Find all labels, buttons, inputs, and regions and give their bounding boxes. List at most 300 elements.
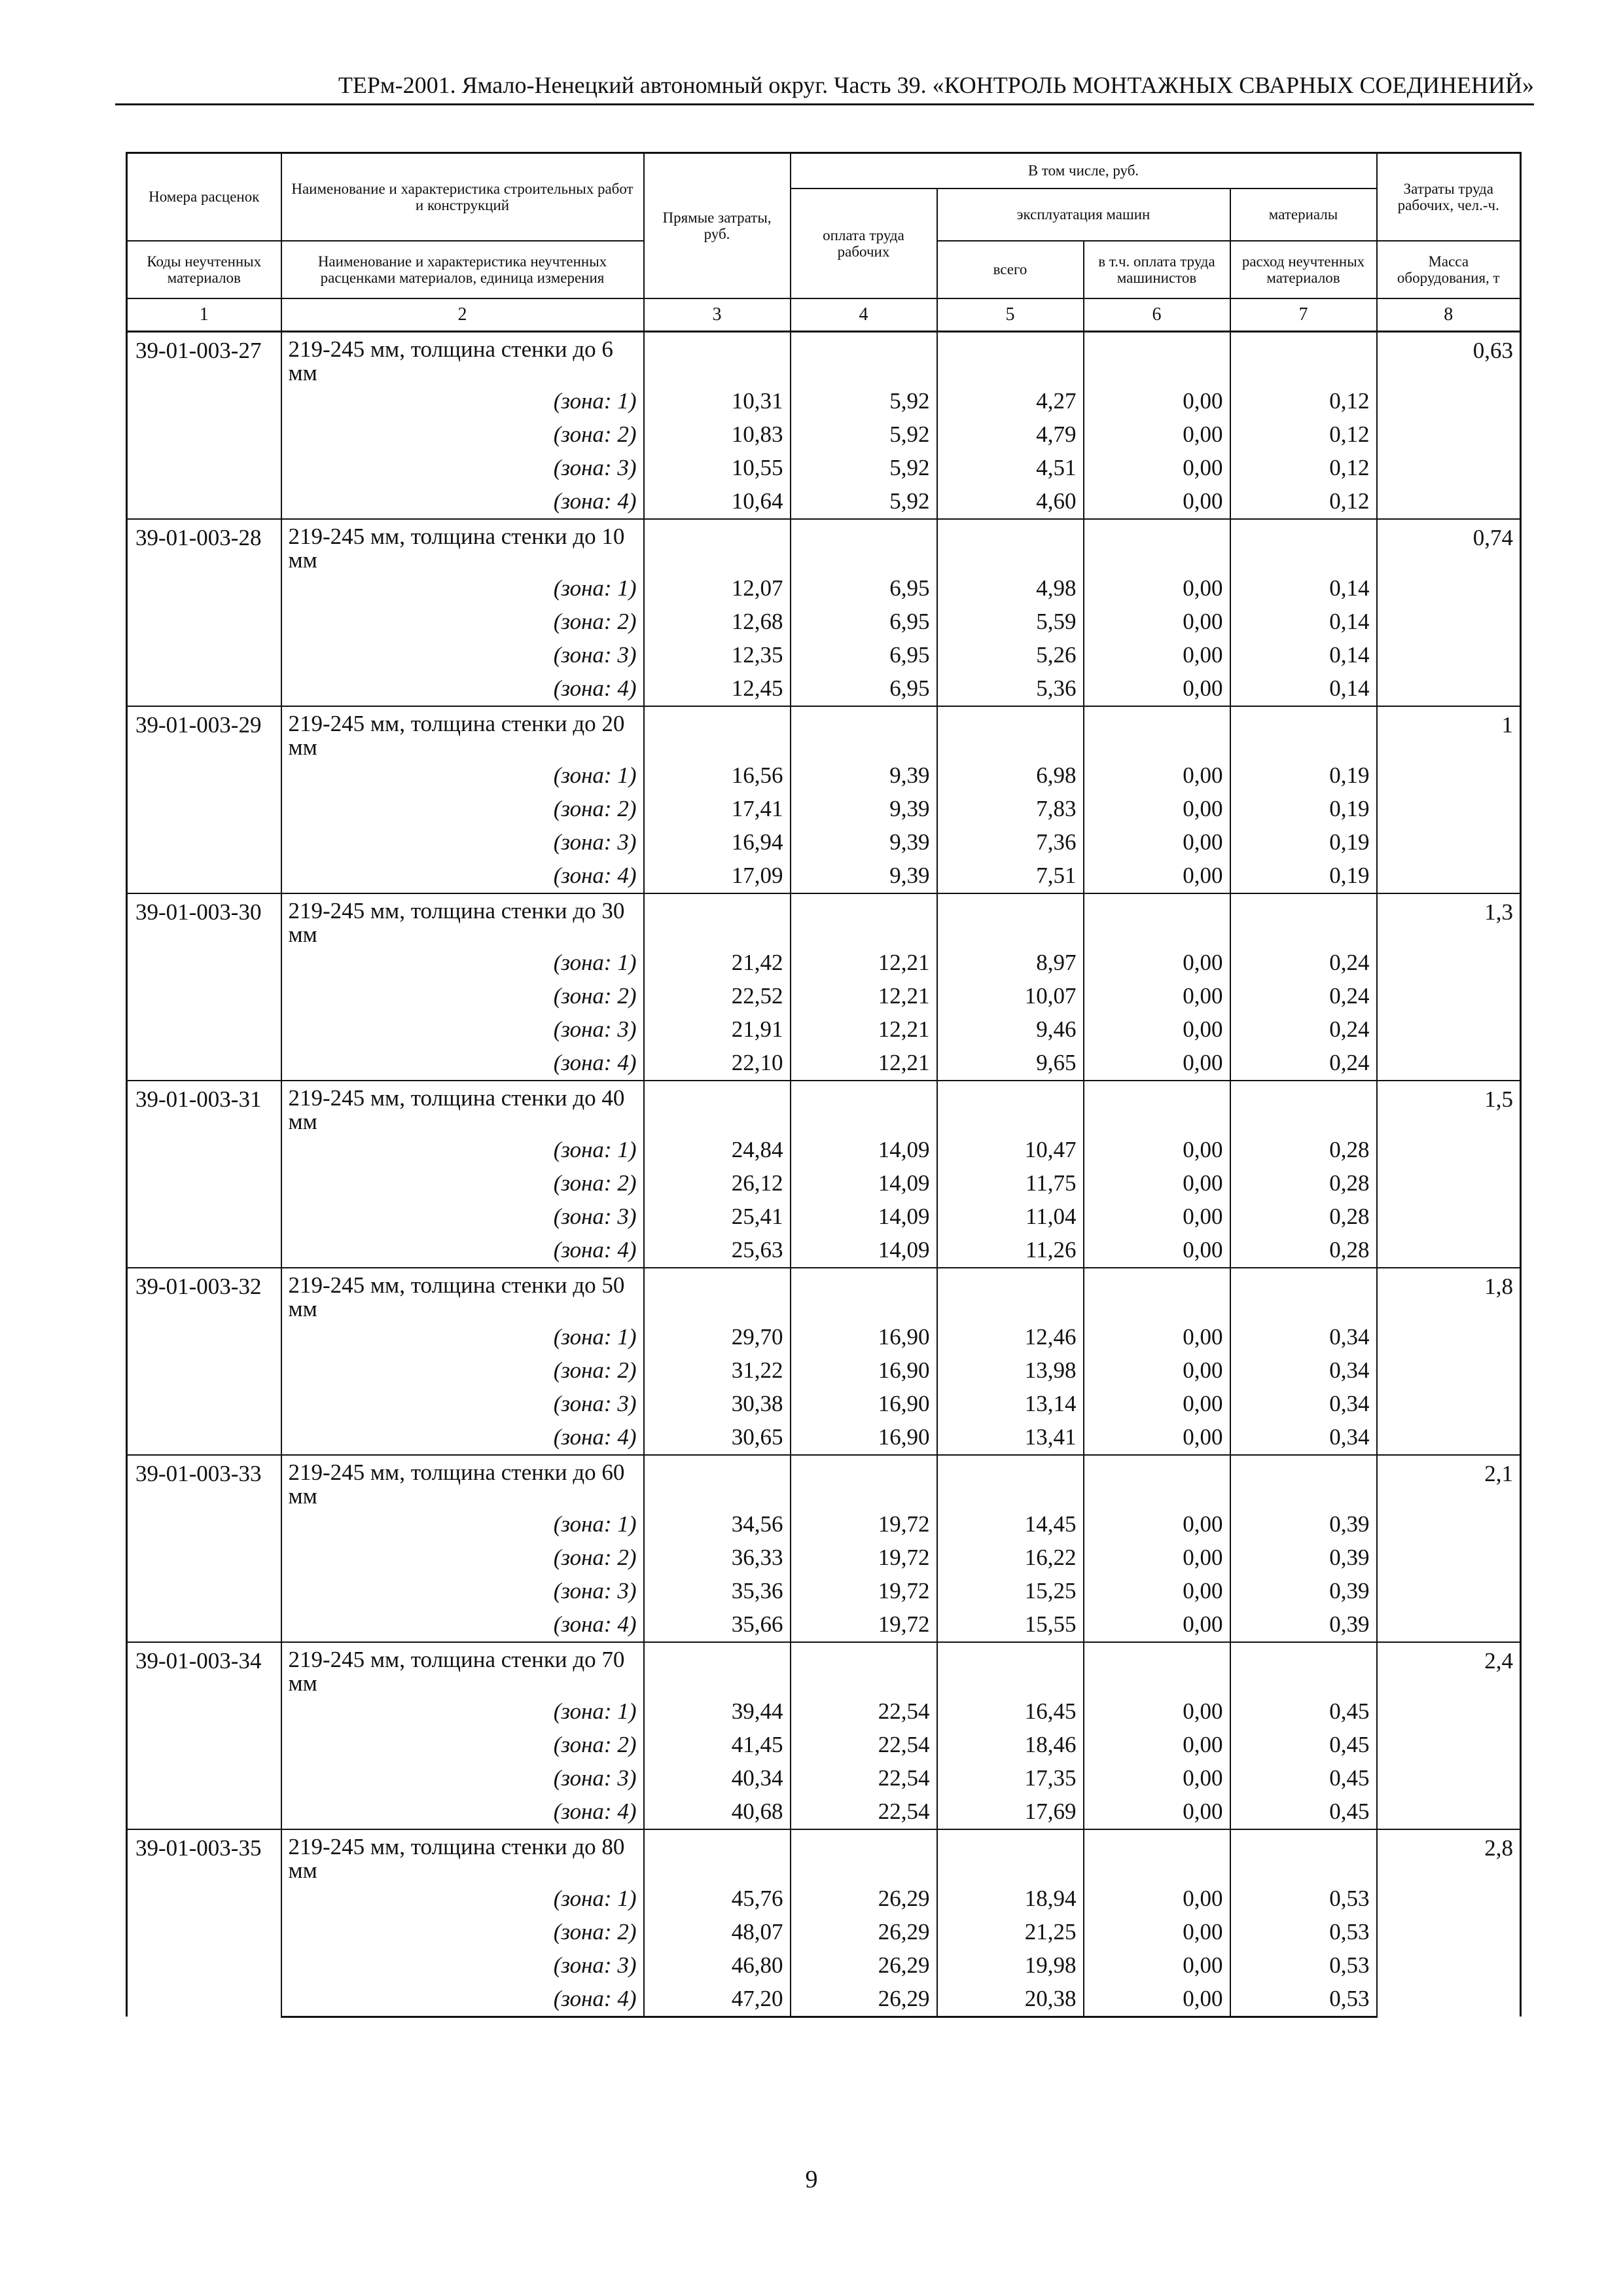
wages-cost: 22,54 [791,1762,937,1795]
header-rate-numbers: Номера расценок [127,153,281,241]
machinists-cost: 0,00 [1084,1234,1230,1268]
empty-cell [1230,1829,1377,1882]
materials-cost: 0,28 [1230,1200,1377,1234]
zone-row [127,1421,1521,1455]
wages-cost: 9,39 [791,859,937,893]
materials-cost: 0,53 [1230,1882,1377,1916]
work-description: 219-245 мм, толщина стенки до 80 мм [281,1829,644,1882]
wages-cost: 6,95 [791,639,937,672]
labor-cost: 1,5 [1377,1081,1521,1268]
zone-label: (зона: 2) [281,1354,644,1388]
zone-label: (зона: 2) [281,793,644,826]
machinists-cost: 0,00 [1084,485,1230,519]
zone-label: (зона: 4) [281,859,644,893]
column-number: 6 [1084,298,1230,332]
work-description: 219-245 мм, толщина стенки до 60 мм [281,1455,644,1508]
wages-cost: 26,29 [791,1916,937,1949]
wages-cost: 19,72 [791,1541,937,1575]
zone-row [127,1916,1521,1949]
machinists-cost: 0,00 [1084,1200,1230,1234]
direct-cost: 45,76 [644,1882,791,1916]
zone-row [127,1167,1521,1200]
wages-cost: 6,95 [791,572,937,605]
machines-cost: 11,26 [937,1234,1084,1268]
column-number: 3 [644,298,791,332]
zone-row [127,1575,1521,1608]
empty-cell [937,519,1084,572]
materials-cost: 0,19 [1230,859,1377,893]
materials-cost: 0,19 [1230,793,1377,826]
machines-cost: 12,46 [937,1321,1084,1354]
direct-cost: 10,55 [644,452,791,485]
machinists-cost: 0,00 [1084,1575,1230,1608]
materials-cost: 0,39 [1230,1541,1377,1575]
wages-cost: 19,72 [791,1608,937,1642]
header-machines-total: всего [937,241,1084,298]
direct-cost: 22,10 [644,1047,791,1081]
materials-cost: 0,53 [1230,1982,1377,2017]
zone-label: (зона: 4) [281,672,644,706]
page-number: 9 [805,2166,818,2193]
empty-cell [791,1268,937,1321]
labor-cost: 2,4 [1377,1642,1521,1829]
zone-row [127,1695,1521,1729]
direct-cost: 36,33 [644,1541,791,1575]
machinists-cost: 0,00 [1084,1608,1230,1642]
wages-cost: 19,72 [791,1575,937,1608]
table-row [127,706,1521,759]
materials-cost: 0,19 [1230,759,1377,793]
column-numbers-row [127,298,1521,332]
machinists-cost: 0,00 [1084,1354,1230,1388]
direct-cost: 12,35 [644,639,791,672]
header-direct-costs: Прямые затраты, руб. [644,153,791,298]
column-number: 7 [1230,298,1377,332]
direct-cost: 48,07 [644,1916,791,1949]
labor-cost: 0,63 [1377,331,1521,519]
table-row [127,1081,1521,1134]
zone-label: (зона: 1) [281,1882,644,1916]
machines-cost: 13,41 [937,1421,1084,1455]
zone-row [127,1541,1521,1575]
machinists-cost: 0,00 [1084,1982,1230,2017]
rate-code: 39-01-003-34 [127,1642,281,1829]
wages-cost: 5,92 [791,385,937,418]
direct-cost: 30,38 [644,1388,791,1421]
machinists-cost: 0,00 [1084,1134,1230,1167]
zone-label: (зона: 2) [281,980,644,1013]
wages-cost: 14,09 [791,1234,937,1268]
zone-label: (зона: 2) [281,1916,644,1949]
column-number: 5 [937,298,1084,332]
rate-code: 39-01-003-33 [127,1455,281,1642]
zone-label: (зона: 3) [281,1575,644,1608]
materials-cost: 0,24 [1230,1013,1377,1047]
labor-cost: 1,8 [1377,1268,1521,1455]
machinists-cost: 0,00 [1084,1047,1230,1081]
wages-cost: 14,09 [791,1134,937,1167]
empty-cell [791,1081,937,1134]
zone-row [127,826,1521,859]
empty-cell [644,706,791,759]
column-number: 4 [791,298,937,332]
wages-cost: 22,54 [791,1795,937,1829]
page-header: ТЕРм-2001. Ямало-Ненецкий автономный округ. Часть 39. «КОНТРОЛЬ МОНТАЖНЫХ СВАРНЫХ СОЕДИНЕНИЙ» [338,72,1534,98]
wages-cost: 26,29 [791,1882,937,1916]
labor-cost: 2,8 [1377,1829,1521,2017]
machines-cost: 5,26 [937,639,1084,672]
empty-cell [937,893,1084,946]
empty-cell [1230,1268,1377,1321]
materials-cost: 0,28 [1230,1234,1377,1268]
wages-cost: 12,21 [791,1047,937,1081]
empty-cell [937,1455,1084,1508]
machinists-cost: 0,00 [1084,980,1230,1013]
direct-cost: 17,09 [644,859,791,893]
materials-cost: 0,24 [1230,1047,1377,1081]
column-number: 2 [281,298,644,332]
direct-cost: 22,52 [644,980,791,1013]
header-machinists-wages: в т.ч. оплата труда машинистов [1084,241,1230,298]
wages-cost: 5,92 [791,485,937,519]
direct-cost: 10,31 [644,385,791,418]
header-including: В том числе, руб. [791,153,1377,188]
zone-label: (зона: 4) [281,1421,644,1455]
zone-row [127,1729,1521,1762]
column-number: 1 [127,298,281,332]
zone-label: (зона: 2) [281,1729,644,1762]
wages-cost: 12,21 [791,946,937,980]
zone-row [127,1321,1521,1354]
labor-cost: 0,74 [1377,519,1521,706]
empty-cell [644,1081,791,1134]
zone-row [127,859,1521,893]
machines-cost: 18,46 [937,1729,1084,1762]
materials-cost: 0,28 [1230,1167,1377,1200]
direct-cost: 16,56 [644,759,791,793]
materials-cost: 0,34 [1230,1354,1377,1388]
empty-cell [1230,1081,1377,1134]
machines-cost: 20,38 [937,1982,1084,2017]
empty-cell [791,1642,937,1695]
zone-row [127,1762,1521,1795]
zone-label: (зона: 4) [281,1608,644,1642]
labor-cost: 1,3 [1377,893,1521,1081]
table-row [127,1268,1521,1321]
rate-code: 39-01-003-27 [127,331,281,519]
wages-cost: 16,90 [791,1321,937,1354]
materials-cost: 0,12 [1230,452,1377,485]
zone-row [127,793,1521,826]
machinists-cost: 0,00 [1084,1882,1230,1916]
direct-cost: 40,34 [644,1762,791,1795]
zone-row [127,1608,1521,1642]
machines-cost: 16,45 [937,1695,1084,1729]
header-rule [115,103,1534,105]
materials-cost: 0,34 [1230,1388,1377,1421]
machinists-cost: 0,00 [1084,1421,1230,1455]
machines-cost: 16,22 [937,1541,1084,1575]
empty-cell [644,519,791,572]
wages-cost: 22,54 [791,1695,937,1729]
empty-cell [644,1642,791,1695]
empty-cell [937,1829,1084,1882]
direct-cost: 31,22 [644,1354,791,1388]
machinists-cost: 0,00 [1084,1321,1230,1354]
materials-cost: 0,45 [1230,1762,1377,1795]
work-description: 219-245 мм, толщина стенки до 10 мм [281,519,644,572]
machines-cost: 9,65 [937,1047,1084,1081]
empty-cell [1084,1081,1230,1134]
zone-label: (зона: 3) [281,452,644,485]
machines-cost: 4,51 [937,452,1084,485]
machinists-cost: 0,00 [1084,759,1230,793]
zone-row [127,759,1521,793]
zone-row [127,1234,1521,1268]
rates-table [126,152,1522,2018]
machinists-cost: 0,00 [1084,639,1230,672]
materials-cost: 0,14 [1230,672,1377,706]
empty-cell [1084,893,1230,946]
direct-cost: 10,64 [644,485,791,519]
wages-cost: 9,39 [791,793,937,826]
machinists-cost: 0,00 [1084,1795,1230,1829]
wages-cost: 6,95 [791,672,937,706]
empty-cell [1084,1642,1230,1695]
empty-cell [1230,331,1377,385]
materials-cost: 0,12 [1230,485,1377,519]
machinists-cost: 0,00 [1084,1949,1230,1982]
machines-cost: 9,46 [937,1013,1084,1047]
wages-cost: 14,09 [791,1200,937,1234]
empty-cell [1084,1455,1230,1508]
zone-label: (зона: 3) [281,1013,644,1047]
materials-cost: 0,39 [1230,1608,1377,1642]
zone-label: (зона: 1) [281,1321,644,1354]
header-unaccounted-materials: расход неучтенных материалов [1230,241,1377,298]
empty-cell [791,1829,937,1882]
direct-cost: 34,56 [644,1508,791,1541]
direct-cost: 12,68 [644,605,791,639]
materials-cost: 0,45 [1230,1729,1377,1762]
materials-cost: 0,28 [1230,1134,1377,1167]
empty-cell [791,893,937,946]
header-wages: оплата труда рабочих [791,188,937,298]
machines-cost: 17,69 [937,1795,1084,1829]
wages-cost: 9,39 [791,826,937,859]
direct-cost: 16,94 [644,826,791,859]
zone-label: (зона: 2) [281,1167,644,1200]
work-description: 219-245 мм, толщина стенки до 20 мм [281,706,644,759]
empty-cell [791,331,937,385]
header-codes: Коды неучтенных материалов [127,241,281,298]
direct-cost: 21,91 [644,1013,791,1047]
machines-cost: 7,83 [937,793,1084,826]
zone-row [127,1200,1521,1234]
machines-cost: 4,60 [937,485,1084,519]
materials-cost: 0,34 [1230,1321,1377,1354]
zone-row [127,980,1521,1013]
zone-label: (зона: 3) [281,1762,644,1795]
zone-row [127,1134,1521,1167]
wages-cost: 6,95 [791,605,937,639]
machinists-cost: 0,00 [1084,946,1230,980]
machinists-cost: 0,00 [1084,605,1230,639]
work-description: 219-245 мм, толщина стенки до 50 мм [281,1268,644,1321]
machinists-cost: 0,00 [1084,793,1230,826]
zone-label: (зона: 2) [281,605,644,639]
machines-cost: 4,79 [937,418,1084,452]
header-machines: эксплуатация машин [937,188,1230,241]
direct-cost: 25,41 [644,1200,791,1234]
machinists-cost: 0,00 [1084,1762,1230,1795]
empty-cell [644,893,791,946]
machinists-cost: 0,00 [1084,1916,1230,1949]
materials-cost: 0,34 [1230,1421,1377,1455]
zone-label: (зона: 2) [281,1541,644,1575]
rate-code: 39-01-003-32 [127,1268,281,1455]
materials-cost: 0,14 [1230,572,1377,605]
zone-row [127,639,1521,672]
materials-cost: 0,39 [1230,1508,1377,1541]
machinists-cost: 0,00 [1084,859,1230,893]
zone-label: (зона: 4) [281,1795,644,1829]
header-labor: Затраты труда рабочих, чел.-ч. [1377,153,1521,241]
materials-cost: 0,24 [1230,980,1377,1013]
wages-cost: 5,92 [791,418,937,452]
materials-cost: 0,53 [1230,1916,1377,1949]
empty-cell [791,1455,937,1508]
direct-cost: 47,20 [644,1982,791,2017]
wages-cost: 12,21 [791,980,937,1013]
wages-cost: 5,92 [791,452,937,485]
materials-cost: 0,14 [1230,639,1377,672]
machinists-cost: 0,00 [1084,452,1230,485]
zone-label: (зона: 4) [281,1234,644,1268]
empty-cell [791,706,937,759]
empty-cell [644,1455,791,1508]
empty-cell [1230,893,1377,946]
zone-label: (зона: 1) [281,946,644,980]
machinists-cost: 0,00 [1084,1541,1230,1575]
wages-cost: 26,29 [791,1949,937,1982]
wages-cost: 19,72 [791,1508,937,1541]
direct-cost: 40,68 [644,1795,791,1829]
machinists-cost: 0,00 [1084,1013,1230,1047]
zone-row [127,1982,1521,2017]
machines-cost: 13,98 [937,1354,1084,1388]
empty-cell [1230,1642,1377,1695]
zone-label: (зона: 1) [281,1695,644,1729]
machines-cost: 21,25 [937,1916,1084,1949]
machinists-cost: 0,00 [1084,1695,1230,1729]
zone-row [127,1508,1521,1541]
empty-cell [1084,1829,1230,1882]
table-header [127,153,1521,332]
zone-label: (зона: 4) [281,1047,644,1081]
zone-row [127,1354,1521,1388]
rate-code: 39-01-003-31 [127,1081,281,1268]
empty-cell [1084,706,1230,759]
wages-cost: 9,39 [791,759,937,793]
direct-cost: 21,42 [644,946,791,980]
zone-label: (зона: 1) [281,385,644,418]
machines-cost: 7,36 [937,826,1084,859]
table-row [127,893,1521,946]
materials-cost: 0,45 [1230,1695,1377,1729]
wages-cost: 14,09 [791,1167,937,1200]
zone-row [127,452,1521,485]
zone-row [127,1949,1521,1982]
wages-cost: 16,90 [791,1421,937,1455]
machines-cost: 7,51 [937,859,1084,893]
empty-cell [937,1268,1084,1321]
empty-cell [644,331,791,385]
materials-cost: 0,39 [1230,1575,1377,1608]
machines-cost: 15,25 [937,1575,1084,1608]
zone-label: (зона: 3) [281,826,644,859]
empty-cell [1084,331,1230,385]
labor-cost: 2,1 [1377,1455,1521,1642]
empty-cell [1084,519,1230,572]
machinists-cost: 0,00 [1084,672,1230,706]
zone-label: (зона: 1) [281,572,644,605]
zone-label: (зона: 3) [281,1388,644,1421]
header-equipment-mass: Масса оборудования, т [1377,241,1521,298]
empty-cell [1230,519,1377,572]
machinists-cost: 0,00 [1084,418,1230,452]
zone-row [127,1047,1521,1081]
machines-cost: 5,36 [937,672,1084,706]
machines-cost: 8,97 [937,946,1084,980]
machines-cost: 18,94 [937,1882,1084,1916]
direct-cost: 46,80 [644,1949,791,1982]
work-description: 219-245 мм, толщина стенки до 40 мм [281,1081,644,1134]
zone-label: (зона: 3) [281,1949,644,1982]
machines-cost: 10,47 [937,1134,1084,1167]
zone-label: (зона: 1) [281,759,644,793]
rate-code: 39-01-003-35 [127,1829,281,2017]
zone-label: (зона: 4) [281,485,644,519]
column-number: 8 [1377,298,1521,332]
materials-cost: 0,19 [1230,826,1377,859]
zone-row [127,572,1521,605]
wages-cost: 16,90 [791,1354,937,1388]
machinists-cost: 0,00 [1084,1388,1230,1421]
table-row [127,331,1521,385]
machines-cost: 5,59 [937,605,1084,639]
zone-label: (зона: 1) [281,1508,644,1541]
direct-cost: 24,84 [644,1134,791,1167]
table-row [127,519,1521,572]
wages-cost: 16,90 [791,1388,937,1421]
machines-cost: 11,75 [937,1167,1084,1200]
machinists-cost: 0,00 [1084,826,1230,859]
empty-cell [937,1642,1084,1695]
empty-cell [644,1268,791,1321]
materials-cost: 0,45 [1230,1795,1377,1829]
zone-row [127,672,1521,706]
direct-cost: 41,45 [644,1729,791,1762]
zone-row [127,1795,1521,1829]
labor-cost: 1 [1377,706,1521,893]
zone-row [127,418,1521,452]
wages-cost: 26,29 [791,1982,937,2017]
machinists-cost: 0,00 [1084,1729,1230,1762]
zone-row [127,1013,1521,1047]
direct-cost: 10,83 [644,418,791,452]
rate-code: 39-01-003-30 [127,893,281,1081]
